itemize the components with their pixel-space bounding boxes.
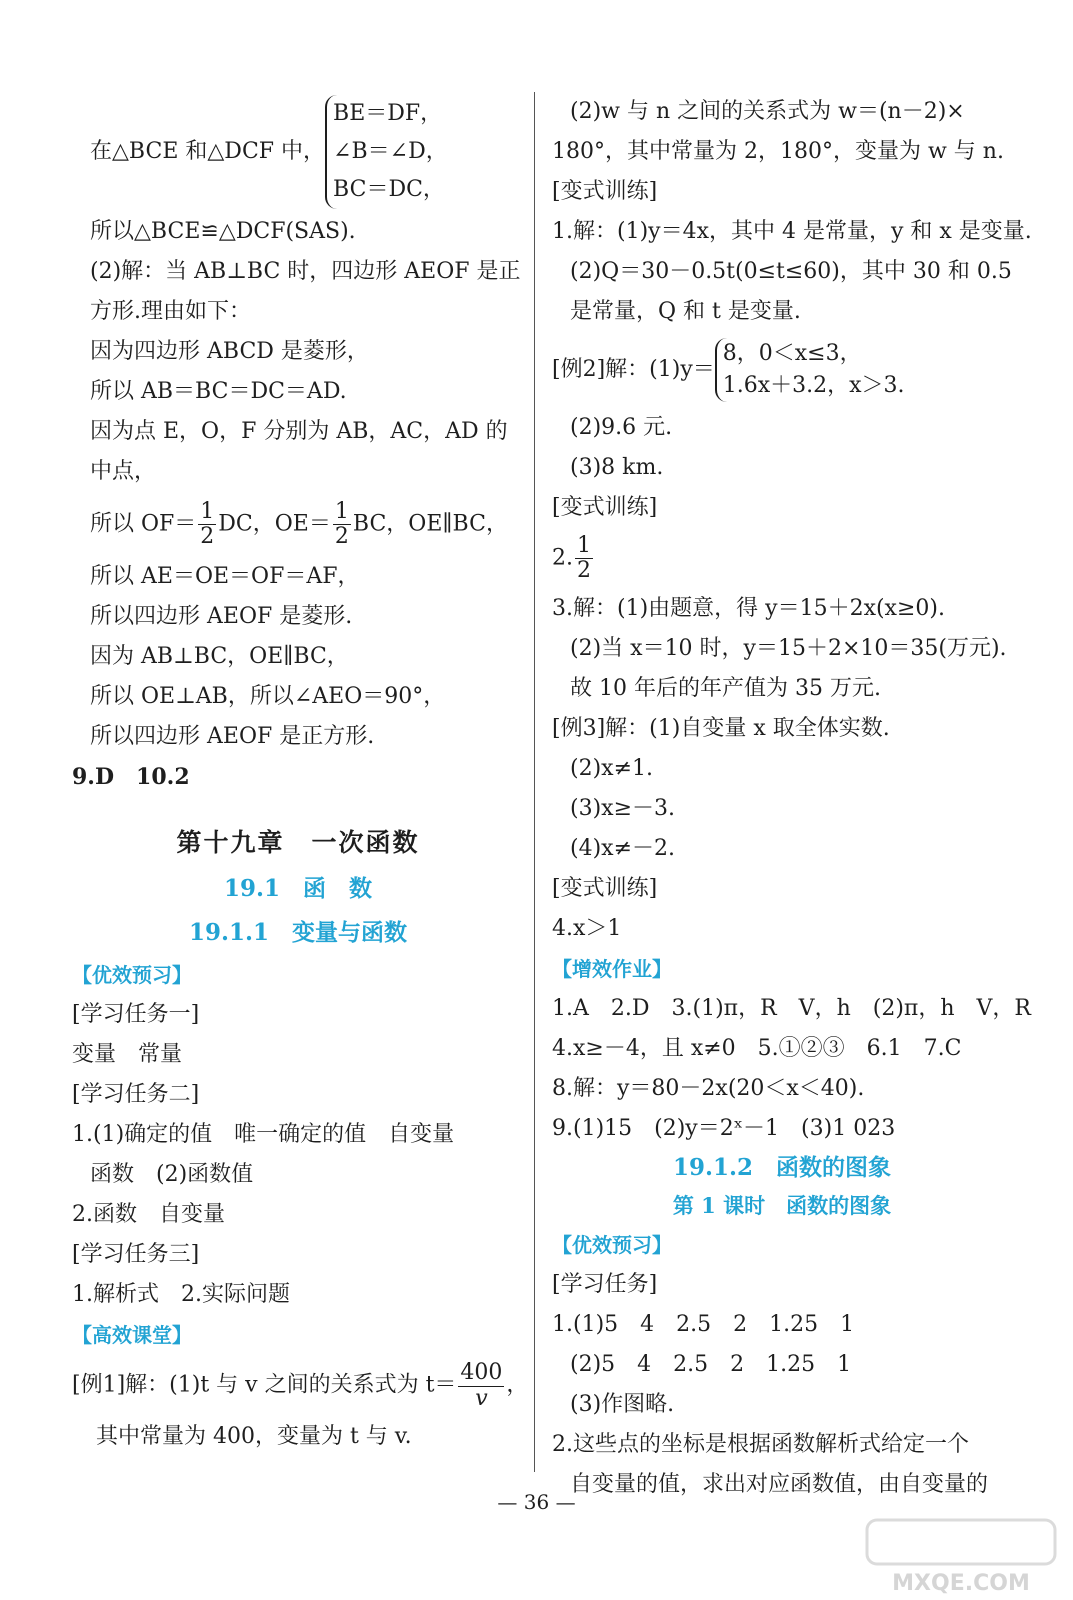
lesson-title: 第 1 课时 函数的图象 [672,1193,892,1219]
text-line: 所以 AB＝BC＝DC＝AD. [90,379,347,404]
watermark-text: MXQE.COM [892,1571,1030,1596]
text-line: 变量 常量 [72,1042,183,1068]
task-heading: [变式训练] [552,876,658,902]
fraction-numerator: 1 [200,499,215,524]
text-line: 9.(1)15 (2)y＝2ˣ－1 (3)1 023 [552,1116,896,1142]
chapter-title: 第十九章 一次函数 [176,828,420,858]
case-brace [325,95,448,209]
text-line: 所以四边形 AEOF 是菱形. [90,604,353,630]
text-line: (3)x≥－3. [570,796,675,822]
task-heading: [学习任务一] [72,1002,200,1028]
task-heading: [变式训练] [552,495,658,520]
column-divider [534,92,535,1472]
text-line: 方形.理由如下： [90,299,251,324]
text-line: (2)解：当 AB⊥BC 时，四边形 AEOF 是正 [90,259,521,284]
text-line: 1.解：(1)y＝4x，其中 4 是常量，y 和 x 是变量. [552,219,1032,244]
text-line: 因为四边形 ABCD 是菱形， [90,339,369,364]
text-line: 1.(1)确定的值 唯一确定的值 自变量 [72,1122,455,1148]
text-line: [例3]解：(1)自变量 x 取全体实数. [552,716,890,742]
text-line: 自变量的值，求出对应函数值，由自变量的 [570,1472,989,1498]
fraction-half [575,534,593,583]
text-line: (2)9.6 元. [570,415,673,440]
text-line: 8.解：y＝80－2x(20＜x＜40). [552,1076,865,1102]
subsection-title: 19.1.2 函数的图象 [672,1154,892,1182]
fraction-half [333,500,351,549]
text-line: 是常量，Q 和 t 是变量. [570,299,801,324]
text-line: (3)8 km. [570,455,664,480]
text-line: (2)Q＝30－0.5t(0≤t≤60)，其中 30 和 0.5 [570,259,1012,284]
piecewise-line-1: 8，0＜x≤3， [722,341,862,366]
text-line: (4)x≠－2. [570,836,675,862]
piecewise-brace [715,338,905,402]
fraction-answer-line [552,528,1012,589]
text-line: 所以 OE⊥AB，所以∠AEO＝90°， [90,684,446,710]
text-line: 中点， [90,459,157,484]
fraction-numerator: 400 [460,1360,503,1386]
text-line: 函数 (2)函数值 [90,1162,254,1188]
text-line: (2)x≠1. [570,756,653,782]
tag-homework: 【增效作业】 [552,957,672,982]
tag-classroom: 【高效课堂】 [72,1323,192,1348]
text-line: 因为 AB⊥BC，OE∥BC， [90,644,349,670]
example-2-line [552,332,1012,408]
fraction-numerator: 1 [334,499,349,524]
text-line: 故 10 年后的年产值为 35 万元. [570,676,881,702]
answer-line: 9.D 10.2 [72,764,190,791]
case-line-1: BE＝DF， [333,101,443,126]
text-line: 所以△BCE≌△DCF(SAS). [90,219,356,244]
text-line: 因为点 E，O，F 分别为 AB，AC，AD 的 [90,419,508,444]
example-1-pre: [例1]解：(1)t 与 v 之间的关系式为 t＝ [72,1373,457,1399]
text-line: (2)5 4 2.5 2 1.25 1 [570,1352,852,1378]
text-line: 其中常量为 400，变量为 t 与 v. [96,1423,412,1449]
fraction-numerator: 1 [577,533,591,558]
text-line: 4.x≥－4，且 x≠0 5.①②③ 6.1 7.C [552,1036,962,1062]
task-heading: [变式训练] [552,179,658,204]
text-line: 1.(1)5 4 2.5 2 1.25 1 [552,1312,855,1338]
example-1-post: ， [506,1373,529,1399]
subsection-title: 19.1.1 变量与函数 [188,919,408,947]
fraction-half [198,500,216,549]
task-heading: [学习任务] [552,1272,658,1298]
text-line: 180°，其中常量为 2，180°，变量为 w 与 n. [552,139,1004,164]
tag-preview: 【优效预习】 [552,1233,672,1258]
fraction-400-over-v [458,1361,504,1410]
piecewise-line-2: 1.6x＋3.2，x＞3. [722,373,905,398]
example-1-line [72,1355,529,1416]
right-column [552,92,1032,1505]
section-title: 19.1 函 数 [223,875,373,903]
task-heading: [学习任务二] [72,1082,200,1108]
watermark-logo [861,1516,1061,1596]
answer-number: 2. [552,545,573,571]
fraction-line [72,492,524,557]
text-line: 4.x＞1 [552,916,622,942]
page-number: — 36 — [497,1490,576,1514]
text-line: (3)作图略. [570,1392,675,1418]
case-system-line [72,92,524,212]
fraction-denominator: 2 [334,524,349,550]
fraction-denominator: 2 [200,524,215,550]
case-line-3: BC＝DC， [333,177,445,202]
example-2-pre: [例2]解：(1)y＝ [552,357,715,382]
text-line: 1.A 2.D 3.(1)π，R V，h (2)π，h V，R [552,996,1031,1022]
case-line-2: ∠B＝∠D， [333,139,448,164]
text-line: (2)当 x＝10 时，y＝15＋2×10＝35(万元). [570,636,1007,662]
text-line: 2.这些点的坐标是根据函数解析式给定一个 [552,1432,969,1458]
fraction-denominator: v [475,1385,488,1411]
case-prefix: 在△BCE 和△DCF 中， [90,139,326,164]
text-line: 1.解析式 2.实际问题 [72,1282,290,1308]
fraction-line-post: BC，OE∥BC， [352,511,508,537]
left-column [72,92,529,1457]
text-line: (2)w 与 n 之间的关系式为 w＝(n－2)× [570,99,965,124]
fraction-denominator: 2 [577,558,591,584]
fraction-line-pre: 所以 OF＝ [90,511,197,537]
text-line: 所以 AE＝OE＝OF＝AF， [90,564,360,590]
task-heading: [学习任务三] [72,1242,200,1268]
fraction-line-mid: DC，OE＝ [218,511,331,537]
tag-preview: 【优效预习】 [72,963,192,988]
text-line: 2.函数 自变量 [72,1202,225,1228]
text-line: 3.解：(1)由题意，得 y＝15＋2x(x≥0). [552,596,945,622]
text-line: 所以四边形 AEOF 是正方形. [90,724,375,750]
